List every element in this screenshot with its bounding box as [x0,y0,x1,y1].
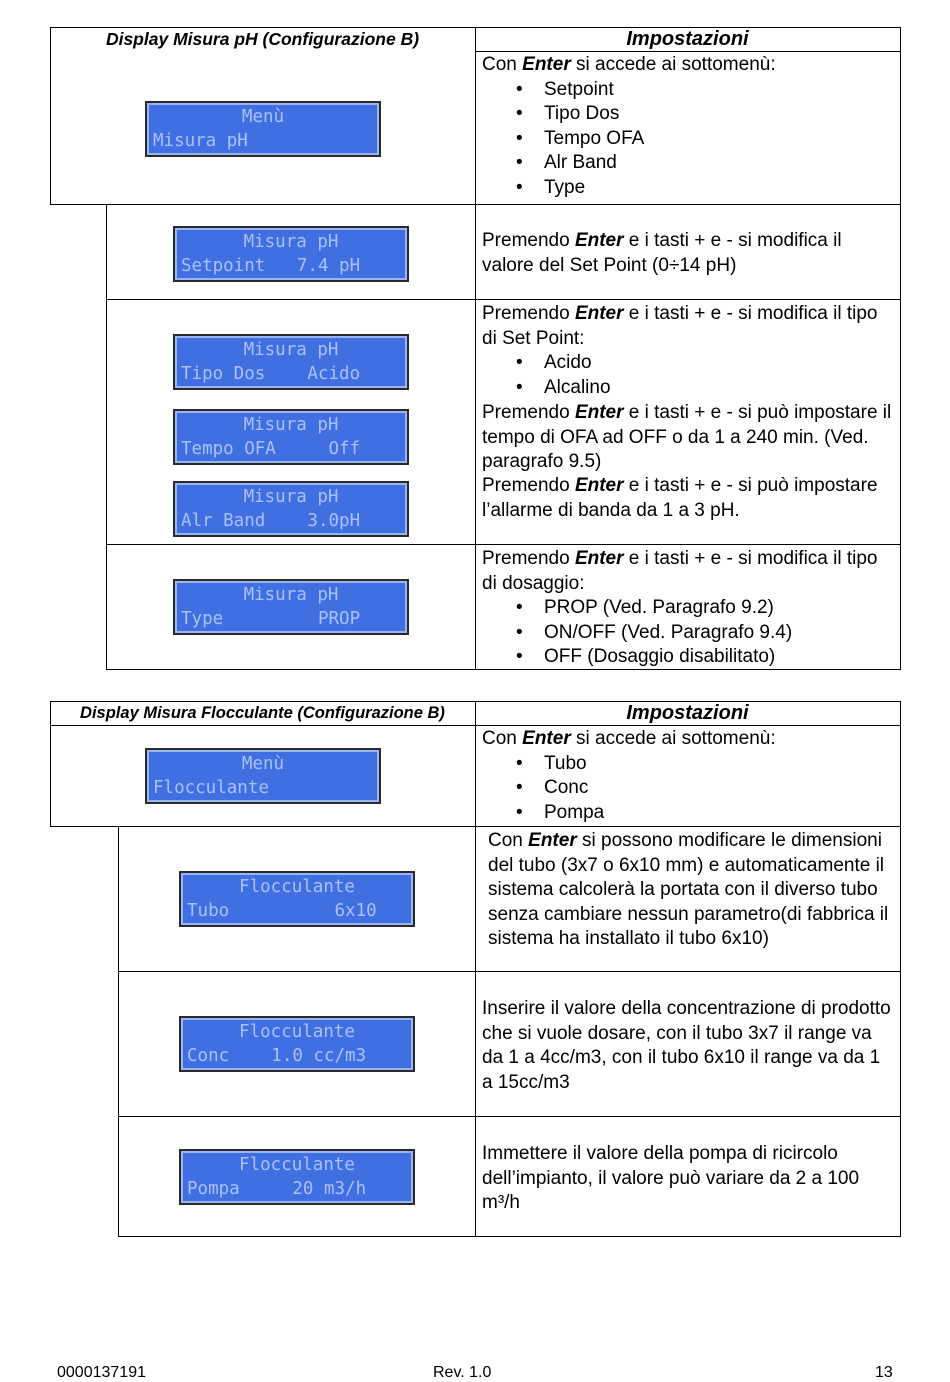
text: e i tasti + e - si può impostare il tempo di OFA ad OFF o da 1 a 240 min. (Ved. paragrafo 9.5) [482,402,892,472]
list-item: • Alr Band [544,151,892,176]
text: e i tasti + e - si modifica il valore del Set Point (0÷14 pH) [482,230,842,276]
lcd-display-type [173,579,409,635]
text: Premendo [482,230,575,251]
text: Premendo [482,548,575,569]
lcd-line-2: Flocculante [153,778,269,798]
lcd-line-2: Conc 1.0 cc/m3 [187,1046,367,1066]
text: Premendo [482,303,575,324]
text: si possono modificare le dimensioni del tubo (3x7 o 6x10 mm) e automaticamente il sistema calcolerà la portata con il diverso tubo senza cambiare nessun parametro(di fabbrica il sistema ha installato il tubo 6x10) [488,830,889,949]
lcd-line-2: Type PROP [181,609,361,629]
submenu-list [482,752,892,826]
setting-description [482,474,892,523]
lcd-display-tempo-ofa [173,409,409,465]
setting-description [482,547,892,670]
lcd-line-1: Misura pH [243,585,339,605]
option-list [482,351,892,400]
lcd-line-1: Flocculante [239,877,355,897]
list-item: • Acido [544,351,892,376]
enter-key-label: Enter [522,54,571,75]
setting-description [482,53,892,200]
lcd-line-1: Misura pH [243,487,339,507]
lcd-display-alr-band [173,481,409,537]
list-item: • ON/OFF (Ved. Paragrafo 9.4) [544,621,892,646]
table-header-settings: Impostazioni [626,702,749,724]
text: Con [482,54,523,75]
text: si accede ai sottomenù: [570,54,776,75]
lcd-line-1: Misura pH [243,232,339,252]
text: Con [482,728,523,749]
lcd-display-tipo-dos [173,334,409,390]
lcd-display-conc [179,1016,415,1072]
list-item: • Type [544,176,892,201]
list-item: • Conc [544,776,892,801]
enter-key-label: Enter [574,402,624,423]
enter-key-label: Enter [574,303,624,324]
lcd-display-menu-flocculante [145,748,381,804]
lcd-line-1: Menù [241,754,285,774]
list-item: • OFF (Dosaggio disabilitato) [544,645,892,670]
setting-description [488,829,893,952]
enter-key-label: Enter [574,475,624,496]
enter-key-label: Enter [574,230,624,251]
lcd-line-2: Tipo Dos Acido [181,364,361,384]
lcd-line-2: Pompa 20 m3/h [187,1179,367,1199]
setting-description [482,302,892,400]
lcd-display-menu-ph [145,101,381,157]
setting-description: Immettere il valore della pompa di ricircolo dell’impianto, il valore può variare da 2 a 100 m³/h [482,1143,860,1213]
table-header-display: Display Misura pH (Configurazione B) [105,29,420,49]
list-item: • Pompa [544,801,892,826]
enter-key-label: Enter [574,548,624,569]
lcd-line-1: Flocculante [239,1022,355,1042]
lcd-display-pompa [179,1149,415,1205]
setting-description [482,727,892,825]
submenu-list [482,78,892,201]
setting-description: Inserire il valore della concentrazione di prodotto che si vuole dosare, con il tubo 3x7 il range va da 1 a 4cc/m3, con il tubo 6x10 il range va da 1 a 15cc/m3 [482,998,891,1093]
footer-page-number: 13 [875,1364,893,1381]
setting-description [482,229,892,278]
list-item: • PROP (Ved. Paragrafo 9.2) [544,596,892,621]
list-item: • Alcalino [544,376,892,401]
lcd-display-setpoint [173,226,409,282]
lcd-line-1: Flocculante [239,1155,355,1175]
list-item: • Setpoint [544,78,892,103]
text: Con [488,830,529,851]
list-item: • Tipo Dos [544,102,892,127]
table-header-settings: Impostazioni [626,28,749,50]
footer-doc-number: 0000137191 [57,1364,146,1381]
list-item: • Tempo OFA [544,127,892,152]
text: si accede ai sottomenù: [570,728,776,749]
lcd-line-2: Tempo OFA Off [181,439,361,459]
lcd-line-2: Setpoint 7.4 pH [181,256,361,276]
enter-key-label: Enter [522,728,571,749]
option-list [482,596,892,670]
lcd-line-2: Alr Band 3.0pH [181,511,361,531]
text: e i tasti + e - si modifica il tipo di Set Point: [482,303,878,349]
lcd-line-2: Tubo 6x10 [187,901,377,921]
lcd-line-1: Menù [241,107,285,127]
lcd-display-tubo [179,871,415,927]
text: e i tasti + e - si può impostare l’allarme di banda da 1 a 3 pH. [482,475,878,521]
lcd-line-2: Misura pH [153,131,248,151]
list-item: • Tubo [544,752,892,777]
enter-key-label: Enter [528,830,577,851]
text: Premendo [482,475,575,496]
setting-description [482,401,892,475]
text: e i tasti + e - si modifica il tipo di dosaggio: [482,548,878,594]
lcd-line-1: Misura pH [243,415,339,435]
footer-revision: Rev. 1.0 [433,1364,492,1381]
text: Premendo [482,402,575,423]
lcd-line-1: Misura pH [243,340,339,360]
table-header-display: Display Misura Flocculante (Configurazione B) [80,704,445,722]
